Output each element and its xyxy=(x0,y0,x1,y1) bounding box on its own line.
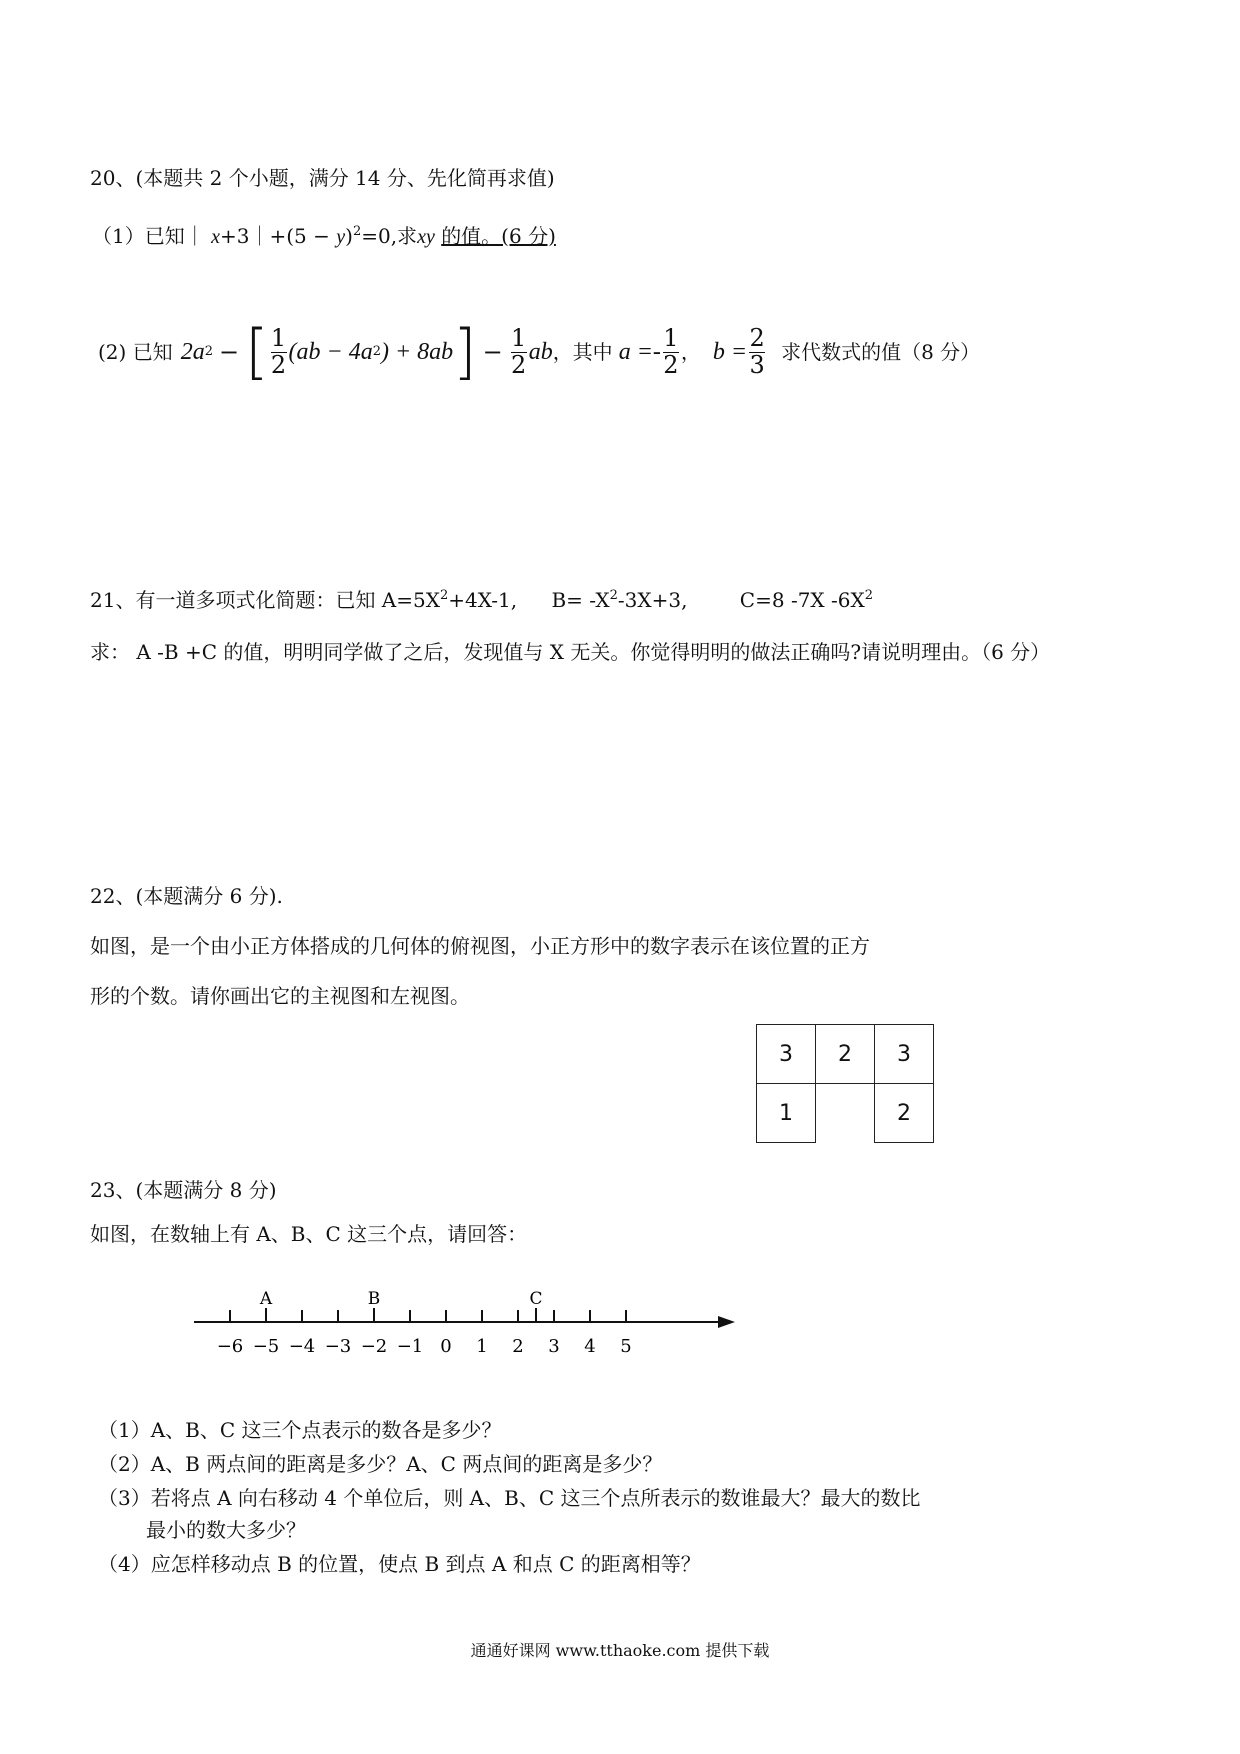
q20-p2-sup2: 2 xyxy=(372,344,381,360)
q23-intro: 如图，在数轴上有 A、B、C 这三个点，请回答： xyxy=(90,1222,528,1246)
q20-p2-sup1: 2 xyxy=(204,344,213,360)
q20-header: 20、(本题共 2 个小题，满分 14 分、先化简再求值) xyxy=(90,166,555,190)
frac2-den: 2 xyxy=(511,350,527,379)
frac3-den: 2 xyxy=(663,350,679,379)
q20-p2-b-eq: b = xyxy=(712,338,748,365)
q21-line1 xyxy=(90,588,873,612)
q20-p1-eq: =0,求 xyxy=(361,224,418,248)
q22-line1: 如图，是一个由小正方体搭成的几何体的俯视图，小正方形中的数字表示在该位置的正方 xyxy=(90,934,870,958)
frac4-num: 2 xyxy=(749,324,765,353)
grid-cell-r1c2: 2 xyxy=(815,1024,875,1084)
q23-q2: （2）A、B 两点间的距离是多少？A、C 两点间的距离是多少？ xyxy=(98,1452,663,1476)
grid-cell-r2c3: 2 xyxy=(874,1083,934,1143)
tick-label: −4 xyxy=(288,1336,316,1357)
footer-credit: 通通好课网 www.tthaoke.com 提供下载 xyxy=(470,1641,770,1660)
frac4-den: 3 xyxy=(749,350,765,379)
q20-p2-a-eq: a =- xyxy=(618,338,661,365)
frac3-num: 1 xyxy=(663,324,679,353)
number-line-figure xyxy=(190,1280,750,1370)
tick-label: −1 xyxy=(396,1336,424,1357)
frac1-den: 2 xyxy=(270,350,287,379)
q20-part1 xyxy=(92,224,556,249)
frac1-num: 1 xyxy=(270,324,287,353)
top-view-grid xyxy=(756,1024,938,1146)
tick-label: −3 xyxy=(324,1336,352,1357)
grid-cell-r1c3: 3 xyxy=(874,1024,934,1084)
q21-a-exp: 2 xyxy=(439,588,449,603)
right-bracket: ] xyxy=(453,317,477,387)
q20-p1-xy: xy xyxy=(417,226,435,248)
q20-p2-ab: ab xyxy=(528,338,553,365)
q20-part2 xyxy=(98,317,981,387)
q21-a-rest: +4X-1, xyxy=(448,588,518,612)
q20-p2-frac4 xyxy=(749,326,765,377)
q23-q4: （4）应怎样移动点 B 的位置，使点 B 到点 A 和点 C 的距离相等？ xyxy=(98,1552,701,1576)
tick-label: −2 xyxy=(360,1336,388,1357)
q20-p1-prefix: （1）已知｜ xyxy=(92,224,205,248)
tick-label: −6 xyxy=(216,1336,244,1357)
q21-c-exp: 2 xyxy=(864,588,874,603)
grid-cell-r1c1: 3 xyxy=(756,1024,816,1084)
q22-header: 22、(本题满分 6 分). xyxy=(90,884,283,908)
tick-label: 3 xyxy=(548,1336,560,1357)
q20-p2-comma2: ， xyxy=(680,340,701,364)
q20-p2-minus: − xyxy=(218,337,240,366)
grid-cell-r2c1: 1 xyxy=(756,1083,816,1143)
frac2-num: 1 xyxy=(511,324,527,353)
q20-p2-minus2: − xyxy=(482,337,503,366)
tick-label: 1 xyxy=(476,1336,488,1357)
q20-p1-close: ) xyxy=(345,224,353,248)
point-label-B: B xyxy=(367,1289,381,1309)
q21-line2: 求： A -B +C 的值，明明同学做了之后，发现值与 X 无关。你觉得明明的做法正确吗?请说明理由。（6 分） xyxy=(90,640,1051,664)
q21-a: 21、有一道多项式化简题：已知 A=5X xyxy=(90,588,440,612)
q20-p2-2a: 2a xyxy=(180,338,205,365)
tick-label: −5 xyxy=(252,1336,280,1357)
q20-p2-comma1: ，其中 xyxy=(552,340,613,364)
q20-p2-tail: 求代数式的值（8 分） xyxy=(781,340,981,364)
q21-c: C=8 -7X -6X xyxy=(739,588,865,612)
q20-p1-tail: 的值。(6 分) xyxy=(441,224,556,248)
q23-q1: （1）A、B、C 这三个点表示的数各是多少？ xyxy=(98,1418,502,1442)
q20-p2-frac2 xyxy=(511,326,527,377)
point-label-C: C xyxy=(529,1289,543,1309)
q20-p2-inner1: (ab − 4a xyxy=(288,338,373,365)
q22-line2: 形的个数。请你画出它的主视图和左视图。 xyxy=(90,984,470,1008)
q20-p2-inner2: ) + 8ab xyxy=(380,338,454,365)
tick-label: 2 xyxy=(512,1336,524,1357)
tick-label: 4 xyxy=(584,1336,596,1357)
q20-p1-y: y xyxy=(336,226,346,248)
q23-q3b: 最小的数大多少？ xyxy=(146,1518,306,1542)
q23-header: 23、(本题满分 8 分) xyxy=(90,1178,277,1202)
q23-q3a: （3）若将点 A 向右移动 4 个单位后，则 A、B、C 这三个点所表示的数谁最大？最大的数比 xyxy=(98,1486,921,1510)
q20-p1-after-x: +3｜+(5 − xyxy=(219,224,330,248)
q20-p2-frac1 xyxy=(271,326,287,377)
left-bracket: [ xyxy=(245,317,269,387)
tick-label: 0 xyxy=(440,1336,452,1357)
q21-b-exp: 2 xyxy=(609,588,618,603)
tick-label: 5 xyxy=(620,1336,632,1357)
q20-p2-frac3 xyxy=(663,326,679,377)
number-line-arrow xyxy=(718,1316,735,1328)
q20-p2-prefix: (2) 已知 xyxy=(98,340,173,364)
q20-p1-exp: 2 xyxy=(352,224,362,239)
q20-p1-x: x xyxy=(211,226,220,248)
q21-b-rest: -3X+3, xyxy=(617,588,688,612)
q21-b: B= -X xyxy=(551,588,610,612)
point-label-A: A xyxy=(259,1289,273,1309)
